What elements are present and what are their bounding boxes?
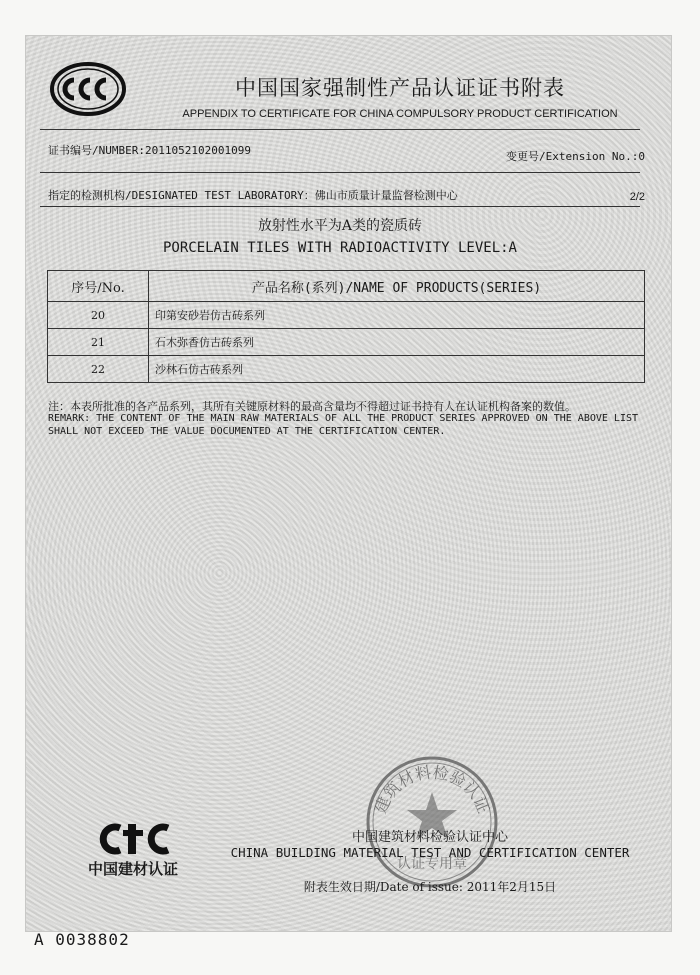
- official-seal: [362, 752, 502, 892]
- table-row: [48, 356, 645, 383]
- seal-inner-text: 认证专用章: [397, 856, 467, 872]
- ctc-logo: [98, 818, 178, 858]
- issue-date: 附表生效日期/Date of issue: 2011年2月15日: [303, 880, 557, 894]
- remark-cn: 注：本表所批准的各产品系列，其所有关键原材料的最高含量均不得超过证书持有人在认证机构备案的数值。: [48, 400, 576, 413]
- extension-number: 变更号/Extension No.:0: [506, 150, 645, 163]
- table-row: [48, 302, 645, 329]
- designated-lab: 指定的检测机构/DESIGNATED TEST LABORATORY：佛山市质量计量监督检测中心: [48, 189, 458, 202]
- products-table: [47, 270, 645, 383]
- org-name-en: CHINA BUILDING MATERIAL TEST AND CERTIFICATION CENTER: [230, 845, 630, 860]
- ccc-logo: [50, 62, 126, 116]
- row-name: 印第安砂岩仿古砖系列: [149, 302, 645, 329]
- category-title-cn: 放射性水平为A类的瓷质砖: [257, 218, 423, 234]
- divider: [40, 206, 640, 207]
- org-name-cn: 中国建筑材料检验认证中心: [351, 830, 508, 845]
- remark-en: REMARK: THE CONTENT OF THE MAIN RAW MATERIALS OF ALL THE PRODUCT SERIES APPROVED ON THE ABOVE LIST SHALL NOT EXCEED THE VALUE DOCUMENTED AT THE CERTIFICATION CENTER.: [48, 413, 639, 437]
- header-no: 序号/No.: [48, 271, 149, 302]
- row-no: 22: [48, 356, 149, 383]
- serial-number: A 0038802: [34, 930, 130, 949]
- title-en: APPENDIX TO CERTIFICATE FOR CHINA COMPULSORY PRODUCT CERTIFICATION: [182, 108, 618, 120]
- row-name: 沙林石仿古砖系列: [149, 356, 645, 383]
- category-title-en: PORCELAIN TILES WITH RADIOACTIVITY LEVEL:A: [162, 240, 517, 256]
- ctc-name: 中国建材认证: [88, 860, 179, 878]
- divider: [40, 172, 640, 173]
- guilloche-background: [25, 35, 672, 932]
- page-number: 2/2: [629, 191, 645, 203]
- row-name: 石木弥香仿古砖系列: [149, 329, 645, 356]
- divider: [40, 129, 640, 130]
- header-name: 产品名称(系列)/NAME OF PRODUCTS(SERIES): [149, 271, 645, 302]
- table-row: [48, 329, 645, 356]
- row-no: 21: [48, 329, 149, 356]
- title-cn: 中国国家强制性产品认证证书附表: [235, 76, 565, 100]
- seal-outer-text: 建筑材料检验认证: [370, 762, 494, 817]
- row-no: 20: [48, 302, 149, 329]
- table-header-row: [48, 271, 645, 302]
- certificate-number: 证书编号/NUMBER:2011052102001099: [48, 144, 251, 157]
